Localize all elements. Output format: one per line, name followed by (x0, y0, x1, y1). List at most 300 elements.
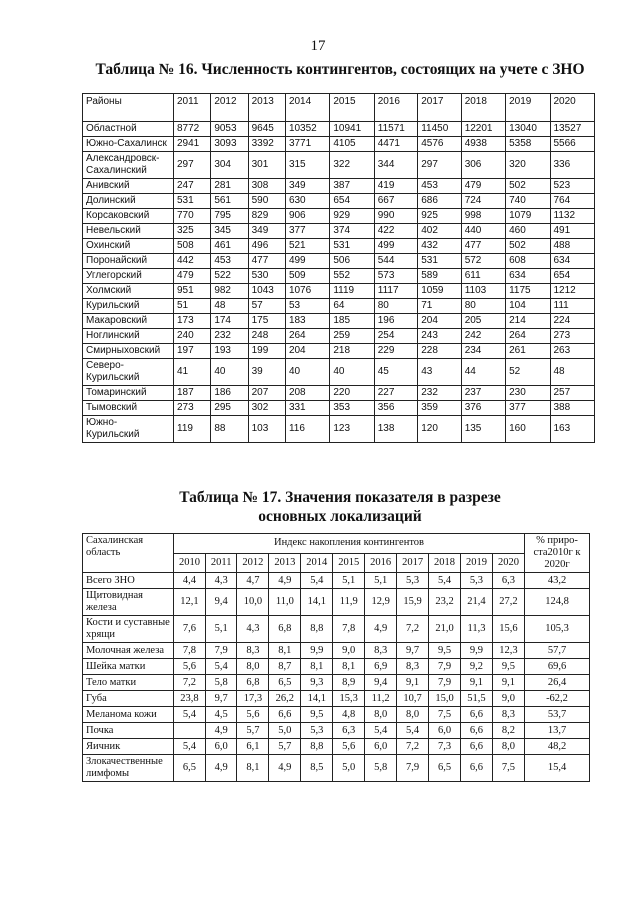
table16-cell: 1103 (461, 284, 505, 299)
table16-cell: 509 (285, 269, 329, 284)
table16-cell: 1132 (550, 209, 595, 224)
table16-cell: 302 (248, 401, 285, 416)
table17-cell: 8,8 (301, 739, 333, 755)
table17-cell: 9,9 (301, 643, 333, 659)
table17-cell: 7,9 (429, 659, 461, 675)
table16-cell: 523 (550, 179, 595, 194)
table17-cell: 8,1 (269, 643, 301, 659)
table17-cell: 8,2 (492, 723, 524, 739)
table17-year-cell: 2016 (365, 553, 397, 573)
table16-cell: 45 (374, 359, 417, 386)
table16-cell: 2941 (174, 137, 211, 152)
table17-cell: 48,2 (525, 739, 590, 755)
table17-cell: 5,6 (237, 707, 269, 723)
table17-cell: 5,3 (397, 573, 429, 589)
table16-cell: 432 (418, 239, 461, 254)
table16-cell: 315 (285, 152, 329, 179)
table17-cell: 124,8 (525, 589, 590, 616)
table16-header-cell: Районы (83, 94, 174, 122)
table17-year-cell: 2010 (174, 553, 206, 573)
table16-row (83, 344, 595, 359)
table16-cell: 207 (248, 386, 285, 401)
table16-cell: 41 (174, 359, 211, 386)
table17-cell: 15,0 (429, 691, 461, 707)
table16-cell: 43 (418, 359, 461, 386)
table16-cell: 377 (506, 401, 550, 416)
table16-cell: 608 (506, 254, 550, 269)
table16-cell: 227 (374, 386, 417, 401)
table16-cell: 770 (174, 209, 211, 224)
table16-header-cell: 2019 (506, 94, 550, 122)
table17-corner-label: Сахалинская область (83, 534, 174, 573)
table17-cell: 11,2 (365, 691, 397, 707)
table17-cell: 5,4 (174, 707, 206, 723)
table16-cell: 611 (461, 269, 505, 284)
table16-row-label: Поронайский (83, 254, 174, 269)
table16-row (83, 152, 595, 179)
table17-cell: 7,2 (397, 616, 429, 643)
table17 (82, 533, 590, 782)
table16-header-cell: 2011 (174, 94, 211, 122)
table17-cell: 8,0 (365, 707, 397, 723)
table16-row-label: Углегорский (83, 269, 174, 284)
table16-cell: 906 (285, 209, 329, 224)
table17-cell: 6,1 (237, 739, 269, 755)
table17-cell: 14,1 (301, 691, 333, 707)
table16-cell: 353 (330, 401, 374, 416)
table17-row-label: Меланома кожи (83, 707, 174, 723)
table16-cell: 240 (174, 329, 211, 344)
table17-cell: 26,2 (269, 691, 301, 707)
table16-cell: 232 (211, 329, 248, 344)
table16-cell: 3392 (248, 137, 285, 152)
table17-cell: 5,3 (461, 573, 493, 589)
table17-row-label: Злокачественные лимфомы (83, 755, 174, 782)
table17-row (83, 675, 590, 691)
table16-cell: 247 (174, 179, 211, 194)
table16-cell: 531 (418, 254, 461, 269)
table16-header-cell: 2017 (418, 94, 461, 122)
table17-row (83, 643, 590, 659)
table16-cell: 453 (418, 179, 461, 194)
table16-cell: 237 (461, 386, 505, 401)
table16-cell: 477 (248, 254, 285, 269)
table16-cell: 506 (330, 254, 374, 269)
table16-cell: 44 (461, 359, 505, 386)
table16-cell: 257 (550, 386, 595, 401)
table17-cell: 5,4 (205, 659, 237, 675)
table17-cell: 21,4 (461, 589, 493, 616)
table17-cell: 7,9 (397, 755, 429, 782)
table17-cell: 5,6 (174, 659, 206, 675)
table17-pct-header: % приро-ста2010г к 2020г (525, 534, 590, 573)
table16-cell: 193 (211, 344, 248, 359)
table17-cell: 9,5 (301, 707, 333, 723)
table16-cell: 173 (174, 314, 211, 329)
table16-cell: 163 (550, 416, 595, 443)
page-number: 17 (310, 38, 326, 54)
table16-cell: 544 (374, 254, 417, 269)
table16-cell: 11450 (418, 122, 461, 137)
table16-cell: 197 (174, 344, 211, 359)
table16-cell: 12201 (461, 122, 505, 137)
table17-cell: 5,4 (397, 723, 429, 739)
table17-cell: 27,2 (492, 589, 524, 616)
table16-cell: 123 (330, 416, 374, 443)
table16-cell: 320 (506, 152, 550, 179)
table16-cell: 9053 (211, 122, 248, 137)
table16-cell: 234 (461, 344, 505, 359)
table16-row-label: Северо-Курильский (83, 359, 174, 386)
table17-cell: 23,8 (174, 691, 206, 707)
table16-cell: 508 (174, 239, 211, 254)
table17-cell: 8,3 (492, 707, 524, 723)
table16-cell: 345 (211, 224, 248, 239)
table16-cell: 232 (418, 386, 461, 401)
table17-cell: 51,5 (461, 691, 493, 707)
table17-cell: 9,0 (333, 643, 365, 659)
table17-row-label: Шейка матки (83, 659, 174, 675)
table16-cell: 175 (248, 314, 285, 329)
table16-title: Таблица № 16. Численность контингентов, состоящих на учете с ЗНО (95, 61, 585, 78)
table16-cell: 477 (461, 239, 505, 254)
table16-cell: 488 (550, 239, 595, 254)
table16-cell: 377 (285, 224, 329, 239)
table16-cell: 264 (506, 329, 550, 344)
table16-cell: 479 (461, 179, 505, 194)
table17-cell: 4,9 (205, 723, 237, 739)
table17-cell (174, 723, 206, 739)
table16-cell: 356 (374, 401, 417, 416)
table16-cell: 52 (506, 359, 550, 386)
table17-cell: 6,6 (461, 723, 493, 739)
table16-cell: 243 (418, 329, 461, 344)
table17-cell: 8,3 (397, 659, 429, 675)
table17-cell: 9,5 (492, 659, 524, 675)
table17-row-label: Яичник (83, 739, 174, 755)
table16-row-label: Томаринский (83, 386, 174, 401)
table16-row-label: Макаровский (83, 314, 174, 329)
table17-row (83, 755, 590, 782)
table16-cell: 51 (174, 299, 211, 314)
table17-cell: 8,3 (237, 643, 269, 659)
table17-cell: 5,3 (301, 723, 333, 739)
table16-cell: 349 (248, 224, 285, 239)
table16-cell: 521 (285, 239, 329, 254)
table16-cell: 230 (506, 386, 550, 401)
table17-cell: 9,4 (365, 675, 397, 691)
table16-cell: 174 (211, 314, 248, 329)
table16-cell: 4938 (461, 137, 505, 152)
table16-cell: 982 (211, 284, 248, 299)
table16-cell: 228 (418, 344, 461, 359)
table16-row (83, 137, 595, 152)
table17-cell: 17,3 (237, 691, 269, 707)
table16-cell: 254 (374, 329, 417, 344)
table17-year-cell: 2011 (205, 553, 237, 573)
table16-row (83, 386, 595, 401)
table17-cell: 8,3 (365, 643, 397, 659)
table17-cell: 6,3 (492, 573, 524, 589)
table17-row-label: Молочная железа (83, 643, 174, 659)
table17-year-cell: 2018 (429, 553, 461, 573)
table16-cell: 951 (174, 284, 211, 299)
table16-cell: 204 (285, 344, 329, 359)
table16-cell: 4471 (374, 137, 417, 152)
table16-row (83, 224, 595, 239)
table17-cell: 8,1 (333, 659, 365, 675)
table16-row (83, 299, 595, 314)
table16-cell: 3771 (285, 137, 329, 152)
table16-header-cell: 2018 (461, 94, 505, 122)
table17-cell: 5,4 (301, 573, 333, 589)
table17-cell: 21,0 (429, 616, 461, 643)
table17-cell: 6,6 (269, 707, 301, 723)
table16-row-label: Тымовский (83, 401, 174, 416)
table17-cell: 8,5 (301, 755, 333, 782)
table17-cell: 9,0 (492, 691, 524, 707)
table16-cell: 8772 (174, 122, 211, 137)
table16-cell: 634 (506, 269, 550, 284)
table16-cell: 116 (285, 416, 329, 443)
table16-row-label: Охинский (83, 239, 174, 254)
table16-row-label: Анивский (83, 179, 174, 194)
table17-row-label: Тело матки (83, 675, 174, 691)
table17-cell: 6,8 (269, 616, 301, 643)
table17-cell: 10,7 (397, 691, 429, 707)
table16-cell: 499 (285, 254, 329, 269)
table16-row (83, 209, 595, 224)
table16-cell: 111 (550, 299, 595, 314)
table17-cell: 9,2 (461, 659, 493, 675)
table16-cell: 376 (461, 401, 505, 416)
table17-year-cell: 2015 (333, 553, 365, 573)
table16-cell: 304 (211, 152, 248, 179)
table16-cell: 218 (330, 344, 374, 359)
table17-cell: 8,1 (301, 659, 333, 675)
table17-cell: 5,4 (174, 739, 206, 755)
table17-cell: 6,8 (237, 675, 269, 691)
table17-row (83, 739, 590, 755)
table16-cell: 104 (506, 299, 550, 314)
table17-cell: 5,0 (269, 723, 301, 739)
table16-cell: 4105 (330, 137, 374, 152)
table16-cell: 740 (506, 194, 550, 209)
table17-cell: 15,9 (397, 589, 429, 616)
table16-cell: 491 (550, 224, 595, 239)
table17-row-label: Щитовидная железа (83, 589, 174, 616)
table16-cell: 325 (174, 224, 211, 239)
table16-cell: 764 (550, 194, 595, 209)
table17-cell: 4,3 (205, 573, 237, 589)
table16-cell: 39 (248, 359, 285, 386)
table17-cell: 23,2 (429, 589, 461, 616)
table16-row (83, 122, 595, 137)
table17-cell: 5,6 (333, 739, 365, 755)
table16-cell: 13040 (506, 122, 550, 137)
table17-row (83, 589, 590, 616)
table16-cell: 248 (248, 329, 285, 344)
table16-cell: 40 (330, 359, 374, 386)
table16-cell: 331 (285, 401, 329, 416)
table17-cell: 8,8 (301, 616, 333, 643)
table17-cell: 4,9 (365, 616, 397, 643)
table17-row-label: Почка (83, 723, 174, 739)
table17-cell: 6,6 (461, 707, 493, 723)
table16-cell: 40 (211, 359, 248, 386)
table16-cell: 1175 (506, 284, 550, 299)
table17-group-header: Индекс накопления контингентов (174, 534, 525, 554)
table17-cell: 14,1 (301, 589, 333, 616)
table16-row (83, 359, 595, 386)
table16-cell: 13527 (550, 122, 595, 137)
table17-cell: 8,0 (492, 739, 524, 755)
table17-cell: 43,2 (525, 573, 590, 589)
table16-header-cell: 2013 (248, 94, 285, 122)
table16-row-label: Смирныховский (83, 344, 174, 359)
table16-cell: 120 (418, 416, 461, 443)
table16-cell: 998 (461, 209, 505, 224)
table16-cell: 261 (506, 344, 550, 359)
table17-cell: 15,4 (525, 755, 590, 782)
table16-cell: 442 (174, 254, 211, 269)
table16-cell: 990 (374, 209, 417, 224)
table16-row-label: Долинский (83, 194, 174, 209)
table16-cell: 224 (550, 314, 595, 329)
table16-cell: 3093 (211, 137, 248, 152)
table17-cell: 12,3 (492, 643, 524, 659)
table17-cell: 8,9 (333, 675, 365, 691)
table16-cell: 349 (285, 179, 329, 194)
table16-cell: 119 (174, 416, 211, 443)
table17-cell: 5,4 (429, 573, 461, 589)
table16-row-label: Холмский (83, 284, 174, 299)
table16-cell: 724 (461, 194, 505, 209)
table16-row (83, 284, 595, 299)
table17-cell: 4,5 (205, 707, 237, 723)
table17-cell: 8,1 (237, 755, 269, 782)
table16-cell: 667 (374, 194, 417, 209)
table16-cell: 48 (550, 359, 595, 386)
table17-cell: 57,7 (525, 643, 590, 659)
table16-row (83, 254, 595, 269)
table16-header-cell: 2012 (211, 94, 248, 122)
table17-row (83, 616, 590, 643)
table17-row (83, 723, 590, 739)
table17-cell: 6,6 (461, 739, 493, 755)
table16-cell: 573 (374, 269, 417, 284)
table16-cell: 590 (248, 194, 285, 209)
table17-cell: 7,8 (174, 643, 206, 659)
table17-cell: 4,7 (237, 573, 269, 589)
table17-cell: 9,7 (397, 643, 429, 659)
table17-cell: 6,0 (205, 739, 237, 755)
table16-row (83, 179, 595, 194)
table16-cell: 795 (211, 209, 248, 224)
table17-cell: 5,4 (365, 723, 397, 739)
table17-cell: 7,5 (492, 755, 524, 782)
table16-cell: 220 (330, 386, 374, 401)
table16-cell: 630 (285, 194, 329, 209)
table17-cell: 4,8 (333, 707, 365, 723)
table16-cell: 634 (550, 254, 595, 269)
table16-cell: 80 (461, 299, 505, 314)
table16-cell: 71 (418, 299, 461, 314)
table16-cell: 40 (285, 359, 329, 386)
table16-cell: 502 (506, 239, 550, 254)
table16-cell: 273 (174, 401, 211, 416)
table17-year-cell: 2017 (397, 553, 429, 573)
table16-row (83, 329, 595, 344)
table16-row-label: Областной (83, 122, 174, 137)
table16-row (83, 269, 595, 284)
table16-cell: 135 (461, 416, 505, 443)
table16-row (83, 314, 595, 329)
table17-cell: 6,0 (429, 723, 461, 739)
table17-row (83, 659, 590, 675)
table16-cell: 204 (418, 314, 461, 329)
table16-cell: 183 (285, 314, 329, 329)
table16-cell: 281 (211, 179, 248, 194)
table17-row-label: Всего ЗНО (83, 573, 174, 589)
table17-cell: 6,0 (365, 739, 397, 755)
table16-cell: 57 (248, 299, 285, 314)
table16-cell: 572 (461, 254, 505, 269)
table16-cell: 88 (211, 416, 248, 443)
table16-cell: 264 (285, 329, 329, 344)
table17-cell: 8,7 (269, 659, 301, 675)
table16-row-label: Южно-Сахалинск (83, 137, 174, 152)
table17-year-cell: 2012 (237, 553, 269, 573)
table16-cell: 531 (330, 239, 374, 254)
table16-cell: 686 (418, 194, 461, 209)
table16-cell: 829 (248, 209, 285, 224)
table17-cell: 4,9 (269, 755, 301, 782)
table16-row-label: Александровск-Сахалинский (83, 152, 174, 179)
table16-cell: 530 (248, 269, 285, 284)
table16-header-cell: 2016 (374, 94, 417, 122)
table17-cell: 9,7 (205, 691, 237, 707)
table17-cell: 5,1 (333, 573, 365, 589)
table16-cell: 388 (550, 401, 595, 416)
table16-header-cell: 2014 (285, 94, 329, 122)
table16-cell: 440 (461, 224, 505, 239)
table17-cell: 4,3 (237, 616, 269, 643)
table16-cell: 5566 (550, 137, 595, 152)
table17-cell: 5,0 (333, 755, 365, 782)
table17-cell: 5,1 (205, 616, 237, 643)
table16-header-cell: 2015 (330, 94, 374, 122)
table16-cell: 402 (418, 224, 461, 239)
table17-cell: 5,7 (269, 739, 301, 755)
table16-header-row (83, 94, 595, 122)
table17-cell: 12,1 (174, 589, 206, 616)
table16-cell: 654 (550, 269, 595, 284)
table17-title: Таблица № 17. Значения показателя в разрезе основных локализаций (179, 489, 501, 525)
table17-cell: 15,6 (492, 616, 524, 643)
table16-cell: 53 (285, 299, 329, 314)
table16-cell: 552 (330, 269, 374, 284)
table17-cell: 11,3 (461, 616, 493, 643)
table17-cell: 7,2 (397, 739, 429, 755)
table16-header-cell: 2020 (550, 94, 595, 122)
table17-year-cell: 2020 (492, 553, 524, 573)
table17-cell: 9,1 (492, 675, 524, 691)
table17-cell: 7,9 (429, 675, 461, 691)
table16-cell: 186 (211, 386, 248, 401)
table16-cell: 1119 (330, 284, 374, 299)
table17-row-label: Губа (83, 691, 174, 707)
